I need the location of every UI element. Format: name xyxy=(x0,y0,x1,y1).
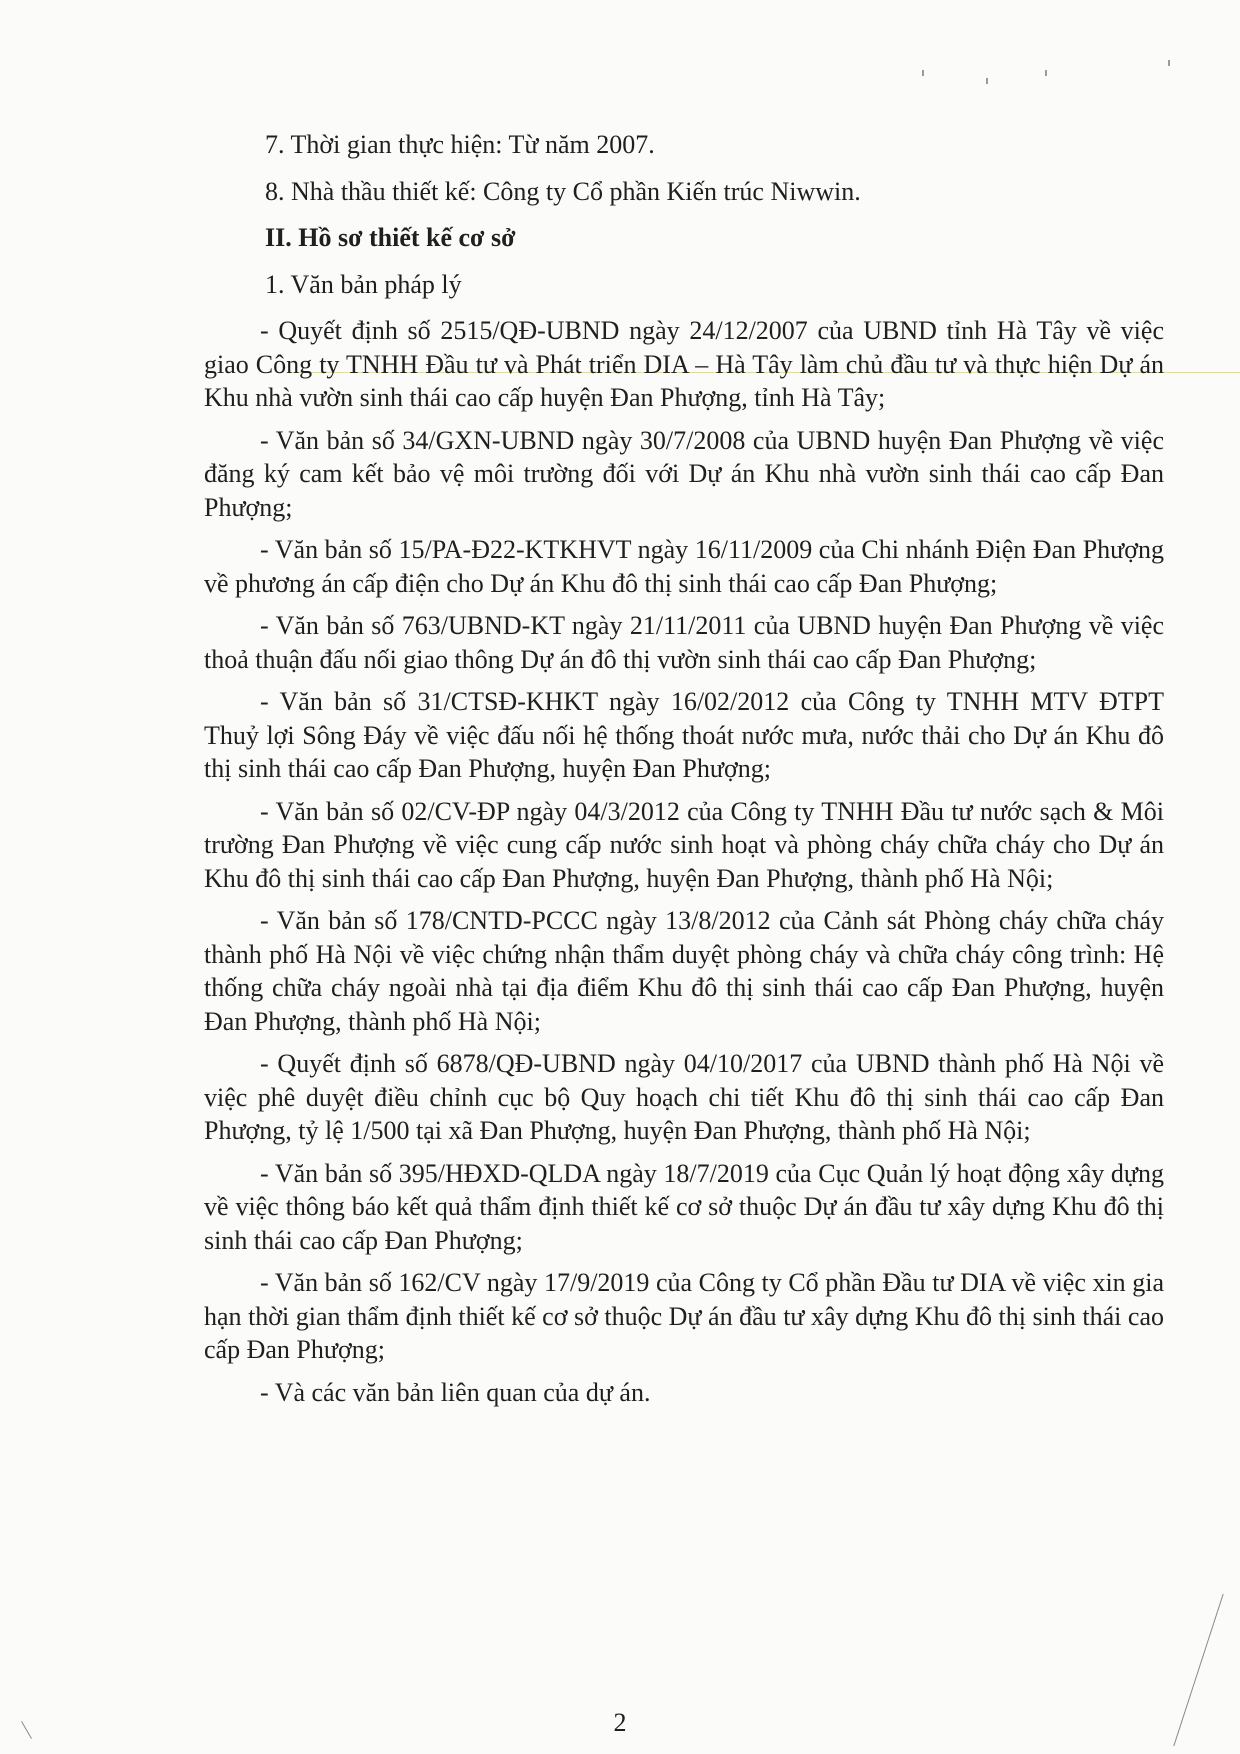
legal-doc-item: - Văn bản số 178/CNTD-PCCC ngày 13/8/2012 của Cảnh sát Phòng cháy chữa cháy thành phố Hà Nội về việc chứng nhận thẩm duyệt phòng cháy và chữa cháy công trình: Hệ thống chữa cháy ngoài nhà tại địa điểm Khu đô thị sinh thái cao cấp Đan Phượng, huyện Đan Phượng, thành phố Hà Nội; xyxy=(204,906,1164,1036)
legal-doc-item: - Văn bản số 395/HĐXD-QLDA ngày 18/7/2019 của Cục Quản lý hoạt động xây dựng về việc thông báo kết quả thẩm định thiết kế cơ sở thuộc Dự án đầu tư xây dựng Khu đô thị sinh thái cao cấp Đan Phượng; xyxy=(204,1158,1164,1255)
subsection-heading: 1. Văn bản pháp lý xyxy=(265,269,462,299)
legal-doc-item: - Quyết định số 6878/QĐ-UBND ngày 04/10/2017 của UBND thành phố Hà Nội về việc phê duyệt điều chỉnh cục bộ Quy hoạch chi tiết Khu đô thị sinh thái cao cấp Đan Phượng, tỷ lệ 1/500 tại xã Đan Phượng, huyện Đan Phượng, thành phố Hà Nội; xyxy=(204,1049,1164,1145)
legal-doc-item: - Văn bản số 15/PA-Đ22-KTKHVT ngày 16/11/2009 của Chi nhánh Điện Đan Phượng về phương án cấp điện cho Dự án Khu đô thị sinh thái cao cấp Đan Phượng; xyxy=(204,535,1164,598)
scan-speck xyxy=(1045,70,1047,76)
legal-doc-item: - Văn bản số 34/GXN-UBND ngày 30/7/2008 của UBND huyện Đan Phượng về việc đăng ký cam kết bảo vệ môi trường đối với Dự án Khu nhà vườn sinh thái cao cấp Đan Phượng; xyxy=(204,425,1164,522)
scan-speck xyxy=(986,78,988,84)
legal-doc-item: - Văn bản số 763/UBND-KT ngày 21/11/2011 của UBND huyện Đan Phượng về việc thoả thuận đấu nối giao thông Dự án đô thị vườn sinh thái cao cấp Đan Phượng; xyxy=(204,611,1164,674)
page-number: 2 xyxy=(613,1708,627,1737)
legal-doc-item: - Và các văn bản liên quan của dự án. xyxy=(260,1377,651,1407)
document-body xyxy=(204,128,1164,1418)
item-7-line: 7. Thời gian thực hiện: Từ năm 2007. xyxy=(265,130,655,159)
scan-speck xyxy=(1168,60,1170,66)
legal-doc-item: - Quyết định số 2515/QĐ-UBND ngày 24/12/2007 của UBND tỉnh Hà Tây về việc giao Công ty TNHH Đầu tư và Phát triển DIA – Hà Tây làm chủ đầu tư và thực hiện Dự án Khu nhà vườn sinh thái cao cấp huyện Đan Phượng, tỉnh Hà Tây; xyxy=(204,316,1164,412)
legal-doc-item: - Văn bản số 02/CV-ĐP ngày 04/3/2012 của Công ty TNHH Đầu tư nước sạch & Môi trường Đan Phượng về việc cung cấp nước sinh hoạt và phòng cháy chữa cháy cho Dự án Khu đô thị sinh thái cao cấp Đan Phượng, huyện Đan Phượng, thành phố Hà Nội; xyxy=(204,796,1164,893)
scan-speck xyxy=(922,70,924,76)
section-heading: II. Hồ sơ thiết kế cơ sở xyxy=(265,223,516,252)
legal-doc-item: - Văn bản số 162/CV ngày 17/9/2019 của Công ty Cổ phần Đầu tư DIA về việc xin gia hạn thời gian thẩm định thiết kế cơ sở thuộc Dự án đầu tư xây dựng Khu đô thị sinh thái cao cấp Đan Phượng; xyxy=(204,1268,1164,1364)
item-8-line: 8. Nhà thầu thiết kế: Công ty Cổ phần Kiến trúc Niwwin. xyxy=(265,176,861,206)
legal-doc-item: - Văn bản số 31/CTSĐ-KHKT ngày 16/02/2012 của Công ty TNHH MTV ĐTPT Thuỷ lợi Sông Đáy về việc đấu nối hệ thống thoát nước mưa, nước thải cho Dự án Khu đô thị sinh thái cao cấp Đan Phượng, huyện Đan Phượng; xyxy=(204,687,1164,783)
